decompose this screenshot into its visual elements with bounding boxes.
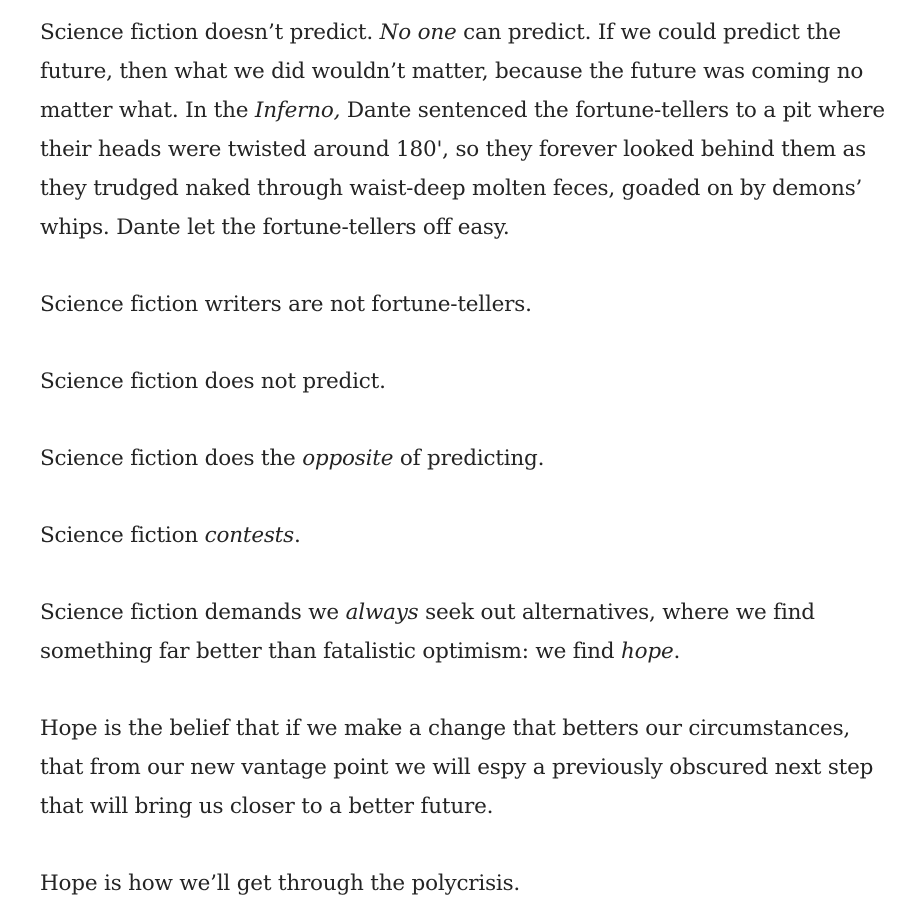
paragraph-text: seek out alternatives, where we find something far better than fatalistic optimism: we find: [40, 600, 815, 664]
paragraph-text: Dante sentenced the fortune-tellers to a pit where their heads were twisted around 180', so they forever looked behind them as they trudged naked through waist-deep molten feces, goaded on by demons’ whips. Dante let the fortune-tellers off easy.: [40, 98, 885, 240]
paragraph-text: can predict. If we could predict the future, then what we did wouldn’t matter, because the future was coming no matter what. In the: [40, 20, 864, 123]
emphasis-text: Inferno,: [254, 98, 341, 123]
paragraph-text: .: [673, 639, 681, 664]
paragraph-5: [40, 516, 889, 555]
paragraph-4: [40, 439, 889, 478]
paragraph-7: [40, 709, 889, 826]
paragraph-text: Science fiction doesn’t predict.: [40, 20, 380, 45]
paragraph-text: Hope is how we’ll get through the polycrisis.: [40, 871, 521, 896]
paragraph-2: [40, 285, 889, 324]
paragraph-3: [40, 362, 889, 401]
paragraph-text: Science fiction does not predict.: [40, 369, 386, 394]
emphasis-text: contests: [204, 523, 294, 548]
paragraph-text: Science fiction writers are not fortune-tellers.: [40, 292, 532, 317]
emphasis-text: always: [345, 600, 419, 625]
paragraph-text: Hope is the belief that if we make a change that betters our circumstances, that from our new vantage point we will espy a previously obscured next step that will bring us closer to a better future.: [40, 716, 874, 819]
paragraph-text: Science fiction demands we: [40, 600, 346, 625]
paragraph-8: [40, 864, 889, 903]
paragraph-1: [40, 13, 889, 247]
emphasis-text: No one: [379, 20, 457, 45]
paragraph-text: Science fiction does the: [40, 446, 303, 471]
emphasis-text: hope: [621, 639, 674, 664]
paragraph-text: of predicting.: [393, 446, 545, 471]
paragraph-text: Science fiction: [40, 523, 205, 548]
paragraph-6: [40, 593, 889, 671]
paragraph-text: .: [293, 523, 301, 548]
emphasis-text: opposite: [302, 446, 394, 471]
